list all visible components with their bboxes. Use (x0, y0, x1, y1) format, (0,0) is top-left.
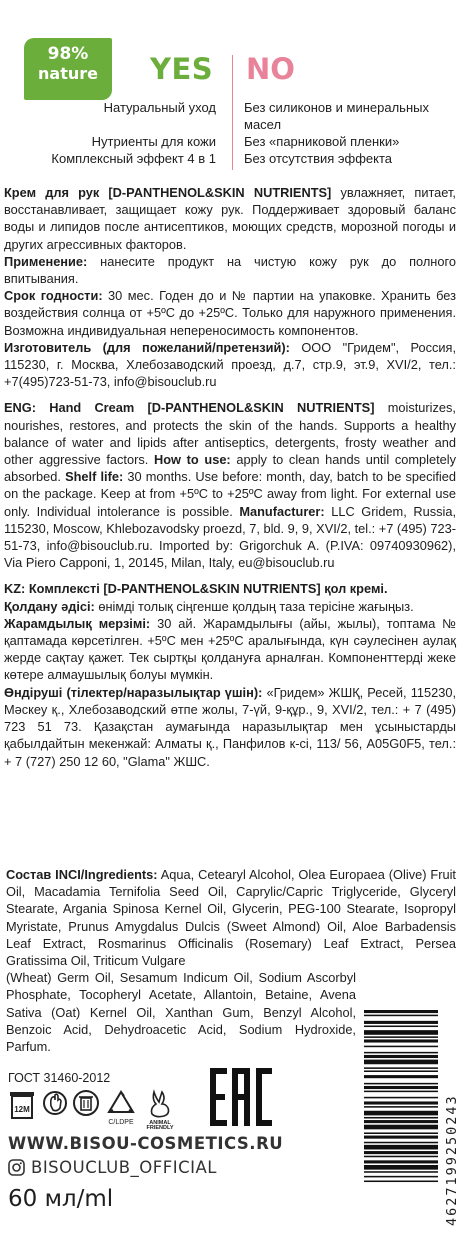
ru-usage: нанесите продукт на чистую кожу рук до полного впитывания. (4, 253, 456, 287)
ru-maker-label: Изготовитель (для пожеланий/претензий): (4, 339, 290, 355)
barcode-bar (364, 1015, 438, 1017)
yes-heading: YES (150, 52, 214, 86)
en-shelf: 30 months. Use before: month, day, batch to be specified on the package. Keep at from +5ºC to +25ºC away from light. For external use only. Individual intolerance is possible. (4, 469, 456, 519)
kz-maker: «Гридем» ЖШҚ, Ресей, 115230, Мәскеу қ., Хлебозаводский өтпе жолы, 7-үй, 9-құр., 9, XVI/2, тел.: + 7 (495) 723 51 73. Қазақстан аумағында наразылықтар мен ұсыныстарды қабылдайтын мекенжай: Алматы қ., Панфилов к-сі, 113/ 56, A05G0F5, тел.: + 7 (727) 250 12 60, "Glama" ЖШС. (4, 684, 457, 769)
kz-usage-label: Қолдану әдісі: (4, 598, 95, 614)
rabbit-icon (140, 1088, 180, 1130)
barcode-bar (364, 1036, 438, 1038)
ru-shelf-label: Срок годности: (4, 288, 103, 304)
ru-usage-label: Применение: (4, 253, 88, 269)
kz-title: KZ: Комплексті [D-PANTHENOL&SKIN NUTRIENTS] қол кремі. (4, 581, 388, 597)
recycle-icon (105, 1088, 137, 1128)
barcode-bar (364, 1010, 438, 1013)
no-item: Без силиконов и минеральных масел (244, 100, 429, 132)
barcode-number: 4627199250243 (444, 1094, 460, 1226)
kz-section (4, 580, 456, 769)
barcode-bar (364, 1070, 438, 1072)
yes-item: Нутриенты для кожи (91, 134, 216, 149)
barcode-bar (364, 1125, 438, 1130)
en-usage: apply to clean hands until completely absorbed. (4, 452, 456, 485)
barcode-bar (364, 1145, 438, 1150)
yes-no-divider (232, 55, 233, 170)
barcode-bar (364, 1055, 438, 1058)
barcode-bar (364, 1142, 438, 1144)
en-shelf-label: Shelf life: (65, 469, 124, 485)
ru-description: увлажняет, питает, восстанавливает, защищает кожу рук. Поддерживает здоровый баланс воды и липидов после антисептиков, моющих средств, морозной погоды и других агрессивных факторов. (4, 185, 456, 252)
no-item: Без отсутствия эффекта (244, 151, 393, 166)
barcode-bar (364, 1075, 438, 1078)
yes-item: Комплексный эффект 4 в 1 (51, 151, 216, 166)
kz-shelf-label: Жарамдылық мерзімі: (4, 615, 151, 631)
badge-percent: 98% (47, 44, 89, 64)
ingredients-text: Aqua, Cetearyl Alcohol, Olea Europaea (Olive) Fruit Oil, Macadamia Ternifolia Seed Oil, Caprylic/Capric Triglyceride, Glyceryl Stearate, Argania Spinosa Kernel Oil, Glycerin, PEG-100 Stearate, Isopropyl Myristate, Prunus Amygdalus Dulcis (Sweet Almond) Oil, Aloe Barbadensis Leaf Extract, Rosmarinus Officinalis (Rosemary) Leaf Extract, Persea Gratissima Oil, Triticum Vulgare (6, 867, 456, 969)
barcode-bar (364, 1097, 438, 1099)
barcode-bar (364, 1176, 438, 1178)
recycle-label: C/LDPE (108, 1119, 134, 1126)
barcode-bar (364, 1101, 438, 1104)
svg-text:ANIMAL: ANIMAL (149, 1120, 171, 1126)
barcode-bar (364, 1132, 438, 1134)
barcode-bar (364, 1165, 438, 1170)
svg-text:FRIENDLY: FRIENDLY (146, 1125, 174, 1130)
product-description (4, 184, 456, 779)
barcode-bar (364, 1030, 438, 1035)
yes-list (51, 99, 216, 167)
ingredients-label: Состав INCI/Ingredients: (6, 867, 158, 882)
barcode-bar (364, 1181, 438, 1183)
volume-label: 60 мл/ml (8, 1186, 114, 1212)
en-section (4, 399, 456, 571)
pao-jar-icon (8, 1088, 36, 1122)
instagram-handle[interactable] (8, 1158, 217, 1177)
barcode-number-wrap (442, 1020, 460, 1230)
barcode-bar (364, 1171, 438, 1173)
kz-usage: өнімді толық сіңгенше қолдың таза терісіне жағыңыз. (94, 598, 414, 614)
barcode-bar (364, 1120, 438, 1123)
barcode-bar (364, 1160, 438, 1163)
hand-icon (42, 1088, 68, 1118)
no-item: Без «парниковой пленки» (244, 134, 400, 149)
instagram-label: BISOUCLUB_OFFICIAL (31, 1158, 217, 1177)
nature-badge (24, 38, 112, 100)
yes-item: Натуральный уход (103, 100, 216, 115)
barcode-bar (364, 1039, 438, 1042)
eac-mark-icon (210, 1068, 272, 1126)
barcode-bar (364, 1111, 438, 1116)
pao-label: 12M (14, 1105, 30, 1114)
barcode-bar (364, 1083, 438, 1085)
website-link[interactable]: WWW.BISOU-COSMETICS.RU (8, 1134, 284, 1153)
barcode-bar (364, 1151, 438, 1154)
en-maker: LLC Gridem, Russia, 115230, Moscow, Khlebozavodsky proezd, 7, bld. 9, 9, XVI/2, tel.: +7 (495) 723-51-73, info@bisouclub.ru. Imported by: Grigorchuk A. (P.IVA: 09740930962), Via Piero Capponi, 1, 20145, Milan, Italy, eu@bisouclub.ru (4, 503, 456, 571)
no-heading: NO (246, 52, 295, 86)
ingredients-text-continued: (Wheat) Germ Oil, Sesamum Indicum Oil, Sodium Ascorbyl Phosphate, Tocopheryl Acetate, Allantoin, Betaine, Avena Sativa (Oat) Kernel Oil, Xanthan Gum, Benzyl Alcohol, Benzoic Acid, Dehydroacetic Acid, Sodium Hydroxide, Parfum. (6, 970, 356, 1055)
barcode-bar (364, 1136, 438, 1139)
trash-bin-icon (72, 1088, 100, 1118)
en-title: ENG: Hand Cream [D-PANTHENOL&SKIN NUTRIENTS] (4, 400, 375, 416)
ru-title: Крем для рук [D-PANTHENOL&SKIN NUTRIENTS] (4, 185, 332, 200)
en-description: moisturizes, nourishes, restores, and protects the skin of the hands. Supports a healthy balance of water and lipids after antiseptics, detergents, frosty weather and other aggressive factors. (4, 400, 456, 468)
barcode-bar (364, 1026, 438, 1028)
ru-shelf: 30 мес. Годен до и № партии на упаковке. Хранить без воздействия солнца от +5ºС до +25ºС. Только для наружного применения. Возможна индивидуальная непереносимость компонентов. (4, 288, 456, 338)
barcode-bar (364, 1067, 438, 1069)
en-usage-label: How to use: (153, 452, 231, 468)
barcode-bar (364, 1106, 438, 1108)
instagram-icon (8, 1159, 25, 1176)
barcode-bar (364, 1052, 438, 1054)
barcode-bar (364, 1021, 438, 1024)
barcode-bar (364, 1156, 438, 1158)
barcode-bar (364, 1046, 438, 1048)
badge-word: nature (38, 64, 98, 83)
gost-standard: ГОСТ 31460-2012 (8, 1071, 111, 1085)
no-list (244, 99, 459, 167)
kz-maker-label: Өндіруші (тілектер/наразылықтар үшін): (4, 684, 263, 700)
barcode-bar (364, 1086, 438, 1089)
kz-shelf: 30 ай. Жарамдылығы (айы, жылы), топтама № қаптамада көрсетілген. +5ºС мен +25ºС аралығында, күн сәулесінен аулақ жерде сақтау қажет. Тек сыртқы қолдануға арналған. Компоненттерді жеке көтере алмаушылық болуы мүмкін. (4, 615, 456, 683)
ru-section (4, 184, 456, 390)
barcode (364, 1010, 440, 1232)
barcode-bar (364, 1060, 438, 1065)
barcode-bar (364, 1091, 438, 1093)
en-maker-label: Manufacturer: (239, 503, 325, 519)
ru-maker: ООО "Гридем", Россия, 115230, г. Москва, Хлебозаводский проезд, д.7, стр.9, эт.9, XVI/2, тел.: +7(495)723-51-73, info@bisouclub.ru (4, 339, 456, 390)
barcode-bar (364, 1117, 438, 1119)
